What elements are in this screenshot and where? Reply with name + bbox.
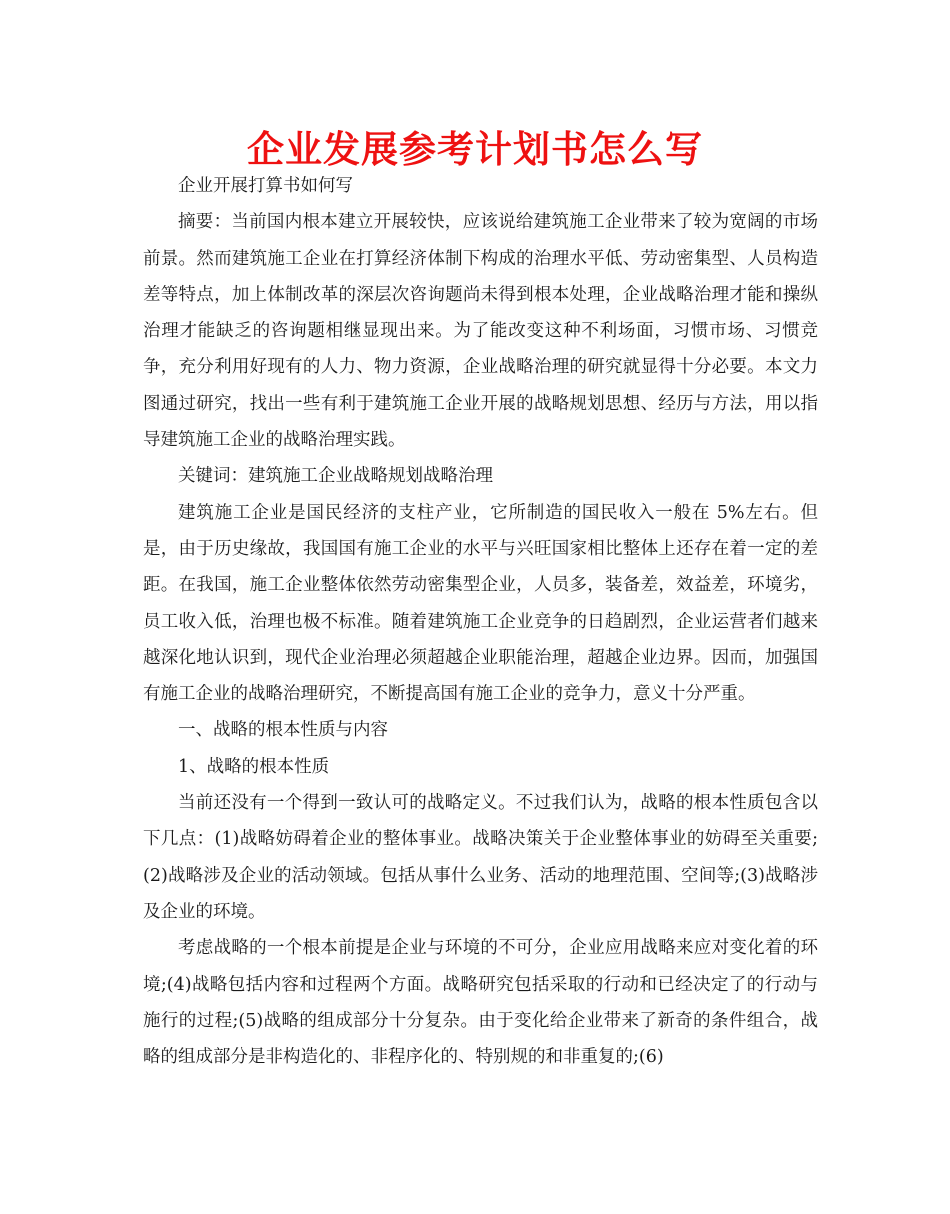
- document-body: [143, 168, 818, 1075]
- subtitle-paragraph: 企业开展打算书如何写: [178, 176, 353, 196]
- keywords-paragraph: 关键词：建筑施工企业战略规划战略治理: [178, 466, 493, 487]
- body-paragraph: 当前还没有一个得到一致认可的战略定义。不过我们认为，战略的根本性质包含以下几点：(1)战略妨碍着企业的整体事业。战略决策关于企业整体事业的妨碍至关重要;(2)战略涉及企业的活动领域。包括从事什么业务、活动的地理范围、空间等;(3)战略涉及企业的环境。: [143, 793, 818, 922]
- page-title: 企业发展参考计划书怎么写: [247, 128, 703, 171]
- body-paragraph: 考虑战略的一个根本前提是企业与环境的不可分，企业应用战略来应对变化着的环境;(4)战略包括内容和过程两个方面。战略研究包括采取的行动和已经决定了的行动与施行的过程;(5)战略的组成部分十分复杂。由于变化给企业带来了新奇的条件组合，战略的组成部分是非构造化的、非程序化的、特别规的和非重复的;(6): [143, 938, 818, 1068]
- subsection-heading: 1、战略的根本性质: [178, 756, 330, 777]
- abstract-paragraph: 摘要：当前国内根本建立开展较快，应该说给建筑施工企业带来了较为宽阔的市场前景。然而建筑施工企业在打算经济体制下构成的治理水平低、劳动密集型、人员构造差等特点，加上体制改革的深层次咨询题尚未得到根本处理，企业战略治理才能和操纵治理才能缺乏的咨询题相继显现出来。为了能改变这种不利场面，习惯市场、习惯竞争，充分利用好现有的人力、物力资源，企业战略治理的研究就显得十分必要。本文力图通过研究，找出一些有利于建筑施工企业开展的战略规划思想、经历与方法，用以指导建筑施工企业的战略治理实践。: [143, 212, 818, 451]
- section-heading: 一、战略的根本性质与内容: [178, 720, 388, 741]
- body-paragraph: 建筑施工企业是国民经济的支柱产业，它所制造的国民收入一般在 5%左右。但是，由于历史缘故，我国国有施工企业的水平与兴旺国家相比整体上还存在着一定的差距。在我国，施工企业整体依然劳动密集型企业，人员多，装备差，效益差，环境劣，员工收入低，治理也极不标准。随着建筑施工企业竞争的日趋剧烈，企业运营者们越来越深化地认识到，现代企业治理必须超越企业职能治理，超越企业边界。因而，加强国有施工企业的战略治理研究，不断提高国有施工企业的竞争力，意义十分严重。: [143, 502, 818, 705]
